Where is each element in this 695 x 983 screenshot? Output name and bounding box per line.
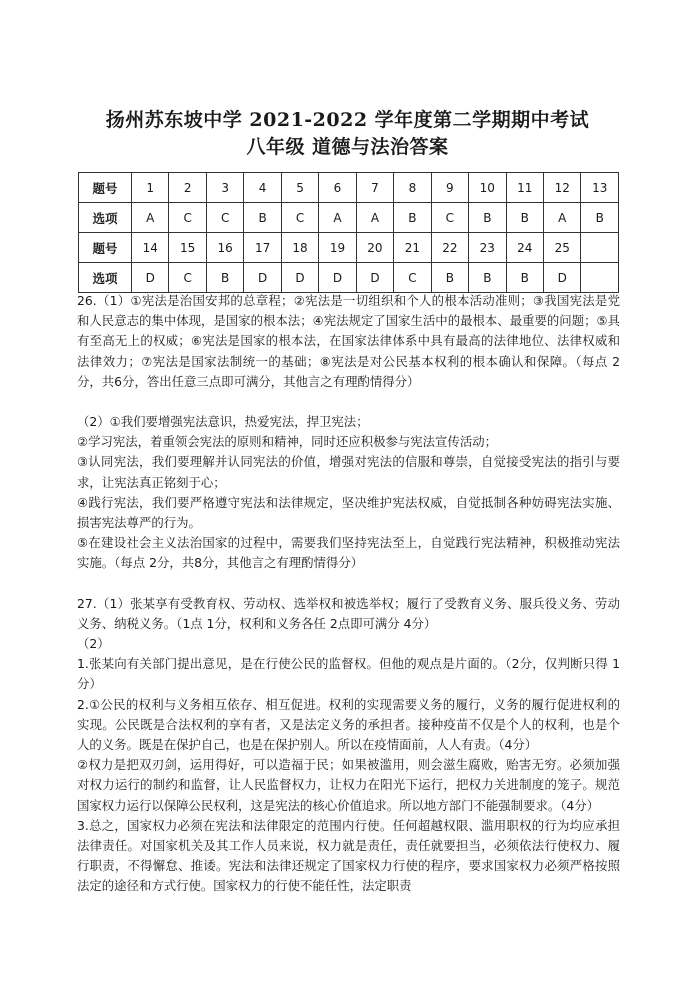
answer-cell: 16 xyxy=(206,233,243,263)
answer-cell: 4 xyxy=(244,173,281,203)
answer-table-row xyxy=(79,233,619,263)
q27-part1: 27.（1）张某享有受教育权、劳动权、选举权和被选举权；履行了受教育义务、服兵役义务、劳动义务、纳税义务。（1点 1分，权利和义务各任 2点即可满分 4分） xyxy=(77,595,620,631)
answer-cell: D xyxy=(132,263,169,293)
answer-cell: 3 xyxy=(206,173,243,203)
answer-cell: C xyxy=(281,203,318,233)
answer-cell: 18 xyxy=(281,233,318,263)
answer-cell: B xyxy=(244,203,281,233)
q27-point3: 3.总之，国家权力必须在宪法和法律限定的范围内行使。任何超越权限、滥用职权的行为均应承担法律责任。对国家机关及其工作人员来说，权力就是责任，责任就要担当，必须依法行使权力、履行职责，不得懈怠、推诿。宪法和法律还规定了国家权力行使的程序，要求国家权力必须严格按照法定的途径和方式行使。国家权力的行使不能任性，法定职责 xyxy=(77,817,620,894)
answer-cell: D xyxy=(543,263,580,293)
answer-cell: A xyxy=(356,203,393,233)
answer-cell: A xyxy=(132,203,169,233)
document-subtitle: 八年级 道德与法治答案 xyxy=(246,136,449,158)
row-header-cell: 题号 xyxy=(79,173,132,203)
answer-cell: 9 xyxy=(431,173,468,203)
row-header-cell: 选项 xyxy=(79,263,132,293)
row-header-cell: 选项 xyxy=(79,203,132,233)
q27-point1: 1.张某向有关部门提出意见，是在行使公民的监督权。但他的观点是片面的。（2分，仅判断只得 1分） xyxy=(77,656,620,692)
answer-cell: B xyxy=(506,263,543,293)
answer-cell: 10 xyxy=(469,173,506,203)
answer-cell: D xyxy=(281,263,318,293)
answer-cell: 1 xyxy=(132,173,169,203)
answer-cell: 24 xyxy=(506,233,543,263)
answer-cell: 21 xyxy=(394,233,431,263)
answer-cell: 23 xyxy=(469,233,506,263)
q26-part2-item2: ②学习宪法，着重领会宪法的原则和精神，同时还应积极参与宪法宣传活动； xyxy=(77,434,497,450)
answer-table-row xyxy=(79,263,619,293)
q27-point2a: 2.①公民的权利与义务相互依存、相互促进。权利的实现需要义务的履行，义务的履行促进权利的实现。公民既是合法权利的享有者，又是法定义务的承担者。接种疫苗不仅是个人的权利，也是个人的义务。既是在保护自己，也是在保护别人。所以在疫情面前，人人有责。（4分） xyxy=(77,696,620,753)
answer-cell: 6 xyxy=(319,173,356,203)
answer-cell: 19 xyxy=(319,233,356,263)
answer-cell: B xyxy=(581,203,619,233)
q27-part2-heading: （2） xyxy=(77,636,110,652)
answer-cell: 15 xyxy=(169,233,206,263)
q26-part1: 26.（1）①宪法是治国安邦的总章程；②宪法是一切组织和个人的根本活动准则；③我国宪法是党和人民意志的集中体现，是国家的根本法；④宪法规定了国家生活中的最根本、最重要的问题；⑤具有至高无上的权威；⑥宪法是国家的根本法，在国家法律体系中具有最高的法律地位、法律权威和法律效力；⑦宪法是国家法制统一的基础；⑧宪法是对公民基本权利的根本确认和保障。（每点 2分，共6分，答出任意三点即可满分，其他言之有理酌情得分） xyxy=(77,293,620,389)
answer-cell: 22 xyxy=(431,233,468,263)
answer-cell: C xyxy=(431,203,468,233)
q27-point2b: ②权力是把双刃剑，运用得好，可以造福于民；如果被滥用，则会滋生腐败，贻害无穷。必须加强对权力运行的制约和监督，让人民监督权力，让权力在阳光下运行，把权力关进制度的笼子。规范国家权力运行以保障公民权利，这是宪法的核心价值追求。所以地方部门不能强制要求。（4分） xyxy=(77,757,620,813)
row-header-cell: 题号 xyxy=(79,233,132,263)
answer-cell xyxy=(581,263,619,293)
answer-cell: 2 xyxy=(169,173,206,203)
answer-cell: 5 xyxy=(281,173,318,203)
answer-cell: B xyxy=(506,203,543,233)
answer-cell: C xyxy=(169,203,206,233)
q26-part2-item3: ③认同宪法，我们要理解并认同宪法的价值，增强对宪法的信服和尊崇，自觉接受宪法的指引与要求，让宪法真正铭刻于心； xyxy=(77,454,620,490)
answer-cell: 17 xyxy=(244,233,281,263)
q26-part2-item5: ⑤在建设社会主义法治国家的过程中，需要我们坚持宪法至上，自觉践行宪法精神，积极推动宪法实施。（每点 2分，共8分，其他言之有理酌情得分） xyxy=(77,535,620,571)
answer-cell: 25 xyxy=(543,233,580,263)
answer-cell: D xyxy=(244,263,281,293)
answer-cell xyxy=(581,233,619,263)
answer-cell: C xyxy=(169,263,206,293)
answer-cell: D xyxy=(356,263,393,293)
answer-cell: 14 xyxy=(132,233,169,263)
answer-cell: C xyxy=(206,203,243,233)
answer-content xyxy=(77,291,620,897)
answer-table-row xyxy=(79,203,619,233)
answer-cell: 8 xyxy=(394,173,431,203)
answer-cell: C xyxy=(394,263,431,293)
q26-part2-item4: ④践行宪法，我们要严格遵守宪法和法律规定，坚决维护宪法权威，自觉抵制各种妨碍宪法实施、损害宪法尊严的行为。 xyxy=(77,494,620,531)
answer-table xyxy=(78,172,619,293)
answer-cell: B xyxy=(394,203,431,233)
answer-cell: 13 xyxy=(581,173,619,203)
answer-cell: D xyxy=(319,263,356,293)
answer-cell: B xyxy=(206,263,243,293)
answer-cell: B xyxy=(469,203,506,233)
answer-cell: 7 xyxy=(356,173,393,203)
answer-cell: B xyxy=(431,263,468,293)
answer-cell: A xyxy=(543,203,580,233)
document-title: 扬州苏东坡中学 2021-2022 学年度第二学期期中考试 xyxy=(105,109,590,131)
answer-cell: 11 xyxy=(506,173,543,203)
answer-cell: 12 xyxy=(543,173,580,203)
answer-cell: A xyxy=(319,203,356,233)
q26-part2-item1: （2）①我们要增强宪法意识，热爱宪法，捍卫宪法； xyxy=(77,414,369,430)
answer-table-row xyxy=(79,173,619,203)
answer-cell: 20 xyxy=(356,233,393,263)
answer-cell: B xyxy=(469,263,506,293)
